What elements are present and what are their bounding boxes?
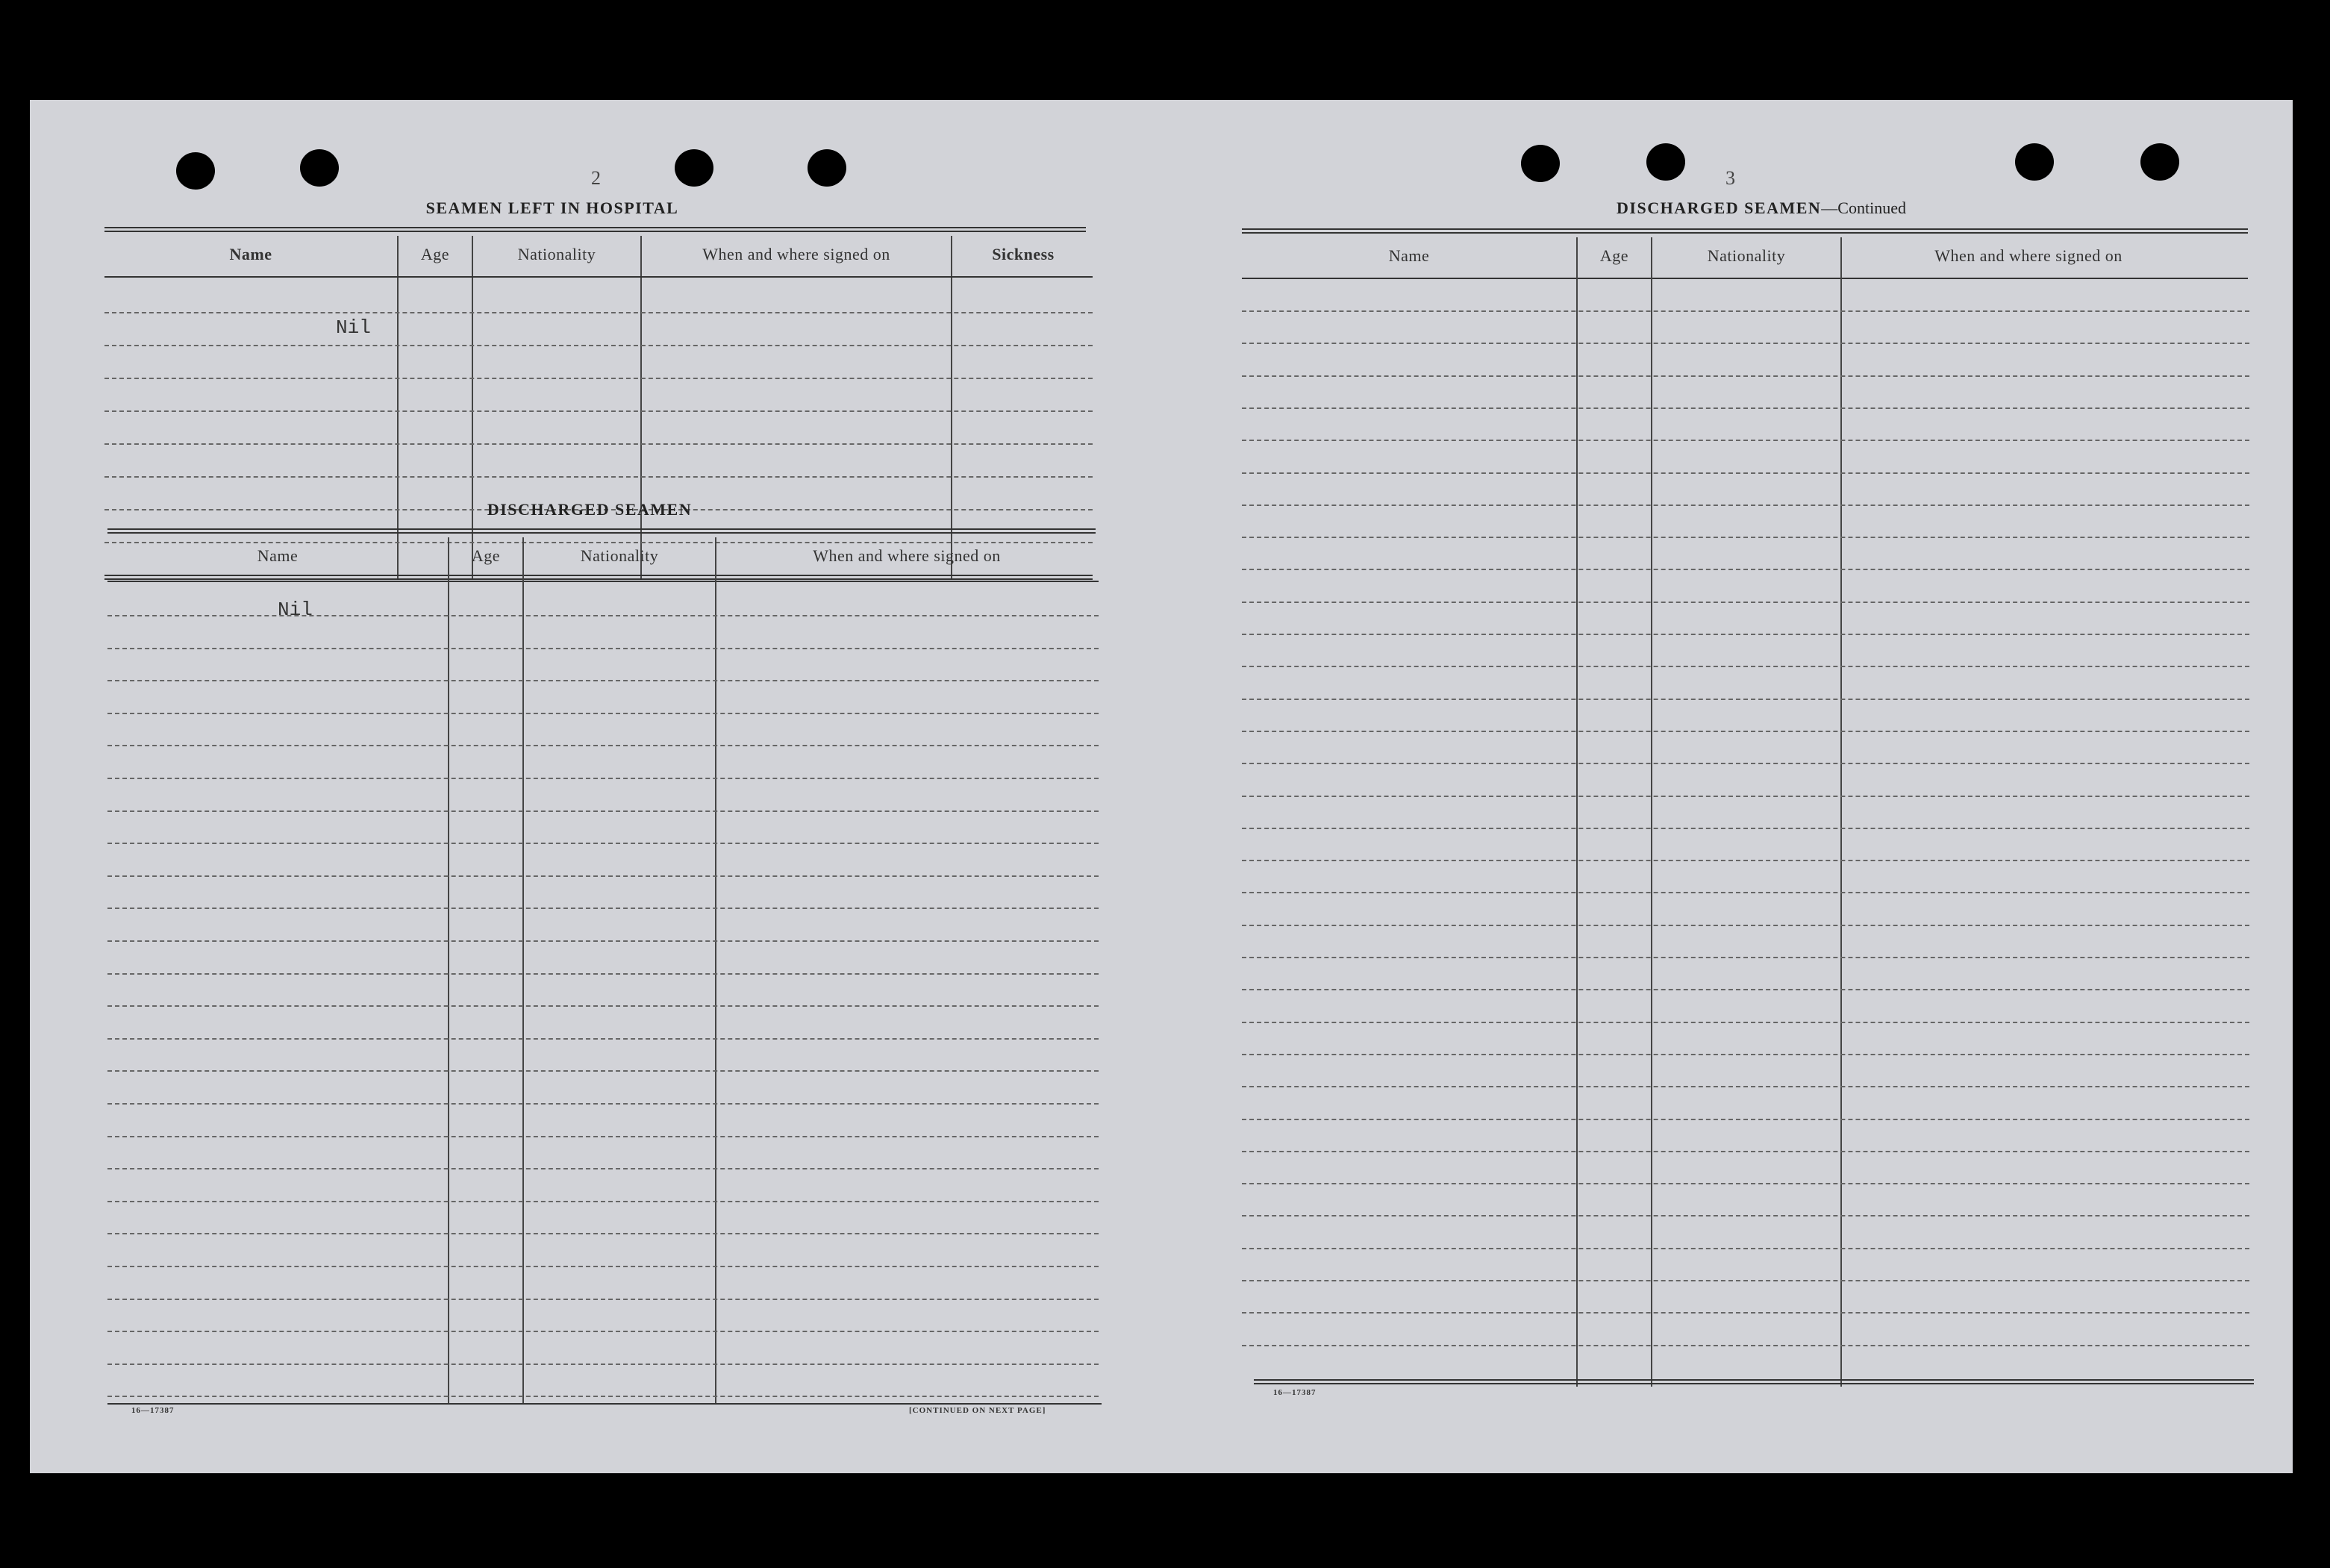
ruled-line [1242,634,2249,635]
hospital-row-line [104,345,1093,346]
discharged-col-signed-on: When and where signed on [813,546,1001,565]
ruled-line [1242,796,2249,797]
punch-hole [300,149,339,187]
hospital-row-line [104,542,1093,543]
right-title [1269,199,2254,218]
hospital-col-signed-on: When and where signed on [702,245,890,263]
ruled-line [1242,828,2249,829]
punch-hole [808,149,846,187]
hospital-title: SEAMEN LEFT IN HOSPITAL [425,199,679,217]
right-header-rule [1242,278,2248,279]
ruled-line [107,1201,1099,1202]
hospital-col-age: Age [420,245,450,263]
form-code-right: 16—17387 [1273,1388,1317,1397]
ruled-line [1242,472,2249,474]
hospital-col-nationality: Nationality [517,245,596,263]
ruled-line [107,778,1099,779]
ruled-line [107,810,1099,812]
ruled-line [107,875,1099,877]
ruled-line [1242,375,2249,377]
ruled-line [1242,1215,2249,1216]
discharged-col-divider [715,537,716,1405]
ruled-line [107,1233,1099,1234]
ruled-line [1242,602,2249,603]
discharged-top-rule [107,528,1096,534]
right-col-age: Age [1599,246,1629,265]
discharged-col-divider [448,537,449,1405]
ruled-line [1242,569,2249,570]
discharged-col-nationality: Nationality [580,546,659,565]
hospital-row-line [104,312,1093,313]
ruled-line [1242,505,2249,506]
hospital-row-line [104,378,1093,379]
ruled-line [107,1331,1099,1332]
ruled-line [1242,1086,2249,1087]
discharged-bottom-rule [107,1403,1102,1405]
ruled-line [107,680,1099,681]
ruled-line [1242,440,2249,441]
ruled-line [1242,957,2249,958]
ruled-line [107,1005,1099,1007]
ruled-line [1242,310,2249,312]
right-col-divider [1651,237,1652,1387]
ruled-line [1242,1280,2249,1281]
ruled-line [1242,1022,2249,1023]
right-title-continued: —Continued [1821,199,1906,217]
ruled-line [1242,1119,2249,1120]
punch-hole [675,149,713,187]
discharged-nil-entry: Nil [278,599,313,621]
hospital-col-divider [640,236,642,579]
ruled-line [107,973,1099,975]
ruled-line [1242,860,2249,861]
ruled-line [107,1266,1099,1267]
hospital-col-sickness: Sickness [992,245,1055,263]
ruled-line [107,615,1099,616]
ruled-line [1242,537,2249,538]
ruled-line [1242,1151,2249,1152]
form-code-left: 16—17387 [131,1406,175,1415]
hospital-row-line [104,410,1093,412]
hospital-nil-entry: Nil [336,316,371,339]
page-number-right: 3 [1725,167,1735,189]
punch-hole [2015,143,2054,181]
hospital-header-rule [104,276,1093,278]
ruled-line [107,1168,1099,1169]
ruled-line [1242,1054,2249,1055]
ruled-line [107,1364,1099,1365]
ruled-line [1242,1345,2249,1346]
ruled-line [1242,666,2249,667]
discharged-col-divider [522,537,524,1405]
ruled-line [107,1103,1099,1105]
right-title-main: DISCHARGED SEAMEN [1617,199,1822,217]
page-number-left: 2 [591,167,601,189]
right-bottom-rule [1254,1379,2254,1384]
ruled-line [1242,892,2249,893]
ruled-line [107,843,1099,844]
ruled-line [1242,731,2249,732]
punch-hole [2140,143,2179,181]
ruled-line [1242,343,2249,344]
ruled-line [1242,989,2249,990]
right-col-divider [1840,237,1842,1387]
ruled-line [107,648,1099,649]
discharged-header-rule [107,581,1099,582]
discharged-col-name: Name [257,546,299,565]
hospital-col-name: Name [229,245,272,263]
ruled-line [1242,407,2249,409]
hospital-bottom-rule [104,575,1093,580]
punch-hole [176,152,215,190]
hospital-row-line [104,476,1093,478]
right-col-name: Name [1388,246,1430,265]
ruled-line [107,908,1099,909]
manifest-sheet [30,100,2293,1473]
ruled-line [1242,1248,2249,1249]
discharged-title: DISCHARGED SEAMEN [487,500,693,519]
ruled-line [1242,1183,2249,1184]
hospital-col-divider [397,236,399,579]
ruled-line [107,1396,1099,1397]
ruled-line [107,1299,1099,1300]
ruled-line [107,713,1099,714]
ruled-line [107,745,1099,746]
ruled-line [107,1038,1099,1040]
ruled-line [1242,699,2249,700]
right-top-rule [1242,228,2248,234]
ruled-line [107,940,1099,942]
right-col-divider [1576,237,1578,1387]
hospital-top-rule [104,227,1086,232]
continued-note: [CONTINUED ON NEXT PAGE] [909,1406,1046,1415]
ruled-line [1242,1312,2249,1314]
hospital-col-divider [472,236,473,579]
punch-hole [1646,143,1685,181]
ruled-line [1242,763,2249,764]
hospital-row-line [104,443,1093,445]
hospital-col-divider [951,236,952,579]
ruled-line [1242,925,2249,926]
ruled-line [107,1136,1099,1137]
ruled-line [107,1070,1099,1072]
right-col-nationality: Nationality [1707,246,1786,265]
right-col-signed-on: When and where signed on [1934,246,2123,265]
discharged-col-age: Age [471,546,501,565]
punch-hole [1521,145,1560,182]
